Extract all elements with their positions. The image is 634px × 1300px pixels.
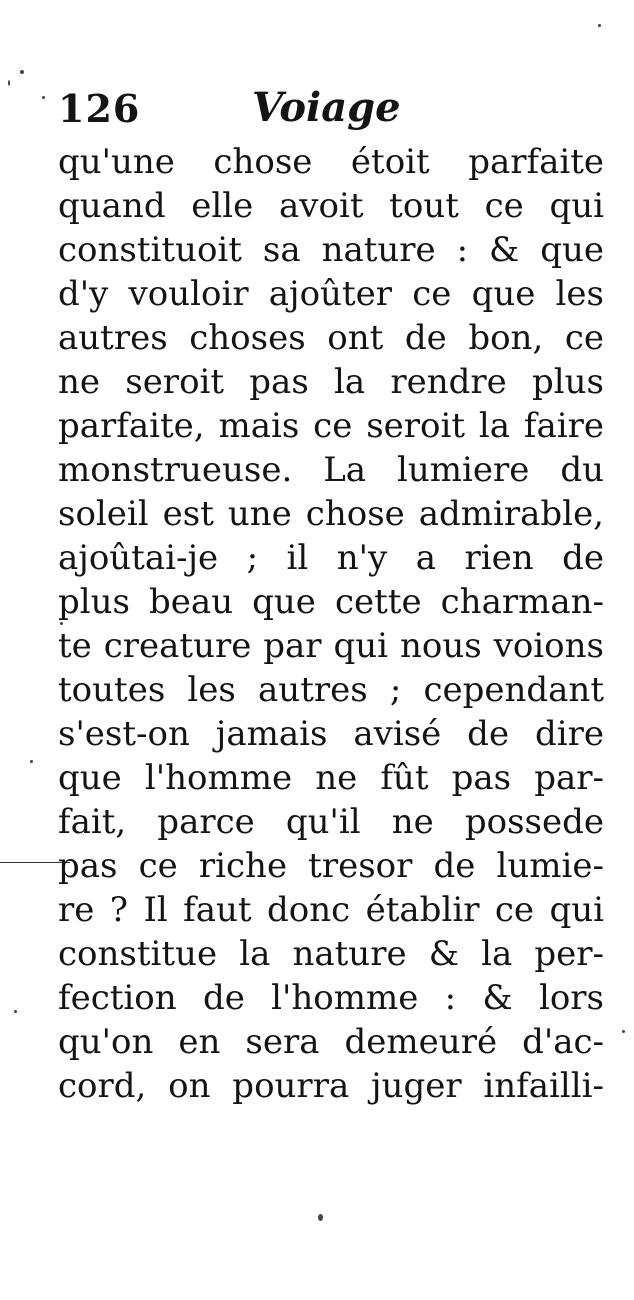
text-line: autres choses ont de bon, ce: [58, 318, 604, 358]
text-line: que l'homme ne fût pas par-: [58, 758, 604, 798]
text-line: qu'une chose étoit parfaite: [58, 142, 604, 182]
text-line: s'est-on jamais avisé de dire: [58, 714, 604, 754]
text-line: re ? Il faut donc établir ce qui: [58, 890, 604, 930]
text-line: parfaite, mais ce seroit la faire: [58, 406, 604, 446]
ink-speck: [20, 70, 24, 74]
text-line: pas ce riche tresor de lumie-: [58, 846, 604, 886]
ink-speck: [60, 622, 63, 625]
text-line: d'y vouloir ajoûter ce que les: [58, 274, 604, 314]
ink-speck: [8, 80, 10, 86]
text-line: soleil est une chose admirable,: [58, 494, 604, 534]
running-title: Voiage: [252, 84, 401, 131]
text-line: plus beau que cette charman-: [58, 582, 604, 622]
page-number: 126: [58, 86, 141, 131]
ink-speck: [14, 1010, 17, 1013]
body-text: [58, 140, 604, 1108]
ink-speck: [598, 24, 601, 27]
text-line: ne seroit pas la rendre plus: [58, 362, 604, 402]
text-line: monstrueuse. La lumiere du: [58, 450, 604, 490]
page-header: [52, 80, 612, 130]
text-line: constituoit sa nature : & que: [58, 230, 604, 270]
text-line: cord, on pourra juger infailli-: [58, 1066, 604, 1106]
text-line: qu'on en sera demeuré d'ac-: [58, 1022, 604, 1062]
text-line: quand elle avoit tout ce qui: [58, 186, 604, 226]
text-line: fait, parce qu'il ne possede: [58, 802, 604, 842]
text-line: constitue la nature & la per-: [58, 934, 604, 974]
text-line: te creature par qui nous voions: [58, 626, 604, 666]
text-line: ajoûtai-je ; il n'y a rien de: [58, 538, 604, 578]
text-line: toutes les autres ; cependant: [58, 670, 604, 710]
ink-speck: [30, 760, 33, 763]
ink-speck: [42, 96, 45, 99]
ink-speck: [622, 1030, 625, 1033]
ink-speck: [318, 1214, 323, 1221]
text-line: fection de l'homme : & lors: [58, 978, 604, 1018]
